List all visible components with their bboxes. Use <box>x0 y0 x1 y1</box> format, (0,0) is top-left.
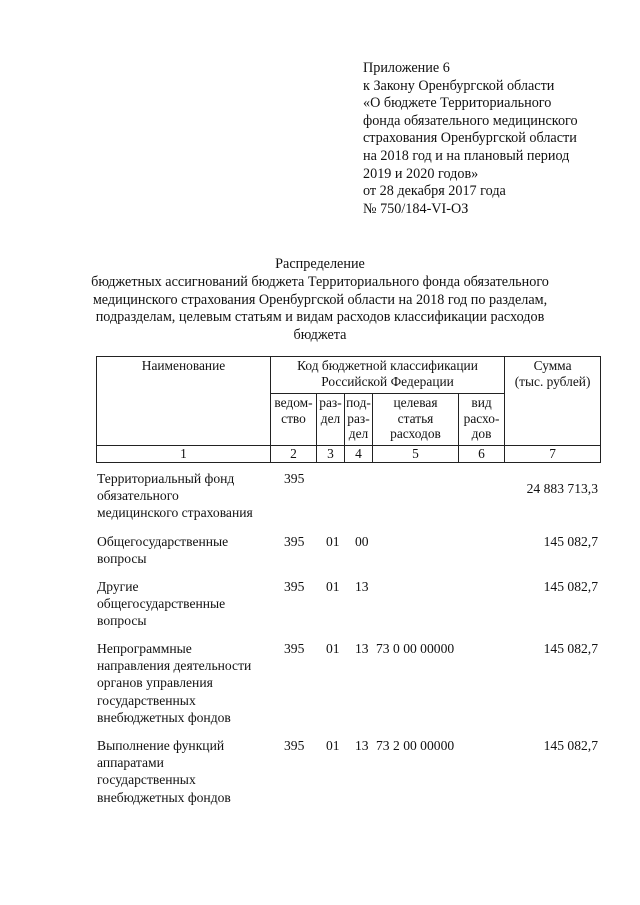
annex-line: «О бюджете Территориального <box>363 95 552 112</box>
row-podrazdel: 13 <box>355 579 369 594</box>
row-razdel: 01 <box>326 579 340 594</box>
annex-line: страхования Оренбургской области <box>363 130 577 147</box>
header-vedomstvo-line1: ведом- <box>274 395 313 410</box>
header-target-article-line3: расходов <box>390 426 441 442</box>
row-name-line: государственных <box>97 692 196 708</box>
header-expense-type-line2: расхо- <box>463 410 500 426</box>
row-vedomstvo: 395 <box>284 471 305 486</box>
annex-line: Приложение 6 <box>363 60 450 76</box>
row-name <box>97 640 267 726</box>
title-line: подразделам, целевым статьям и видам расходов классификации расходов <box>95 309 545 326</box>
row-razdel: 01 <box>326 534 340 549</box>
row-name-line: государственных <box>97 772 196 788</box>
header-target-article-line1: целевая <box>393 395 438 410</box>
row-sum: 24 883 713,3 <box>526 481 598 496</box>
row-name-line: внебюджетных фондов <box>97 709 231 725</box>
header-sum-line2: (тыс. рублей) <box>514 373 591 389</box>
row-name-line: Общегосударственные <box>97 534 229 549</box>
row-name-line: Выполнение функций <box>97 738 225 753</box>
row-vedomstvo: 395 <box>284 738 305 753</box>
header-expense-type-line1: вид <box>471 395 492 410</box>
annex-line: на 2018 год и на плановый период <box>363 147 570 164</box>
annex-line: к Закону Оренбургской области <box>363 77 555 94</box>
row-name-line: Территориальный фонд <box>97 471 235 486</box>
header-vedomstvo-line2: ство <box>281 410 306 426</box>
row-vedomstvo: 395 <box>284 641 305 656</box>
row-name-line: обязательного <box>97 488 179 504</box>
header-code-line1: Код бюджетной классификации <box>297 358 478 373</box>
row-sum: 145 082,7 <box>543 579 598 594</box>
row-target-article: 73 2 00 00000 <box>376 738 455 753</box>
header-podrazdel-line3: дел <box>348 426 369 442</box>
column-number: 1 <box>97 446 271 463</box>
row-name-line: вопросы <box>97 551 147 567</box>
row-sum: 145 082,7 <box>543 641 598 656</box>
column-number: 2 <box>271 446 317 463</box>
title-line: Распределение <box>275 256 365 272</box>
row-name-line: медицинского страхования <box>97 505 253 521</box>
annex-line: № 750/184-VI-ОЗ <box>363 200 469 217</box>
row-name <box>97 533 267 567</box>
row-name-line: вопросы <box>97 613 147 629</box>
row-podrazdel: 13 <box>355 641 369 656</box>
row-name <box>97 578 267 630</box>
header-name: Наименование <box>97 357 271 446</box>
row-name-line: внебюджетных фондов <box>97 789 231 805</box>
header-razdel-line2: дел <box>320 410 341 426</box>
header-code-line2: Российской Федерации <box>321 373 454 389</box>
row-sum: 145 082,7 <box>543 534 598 549</box>
title-line: бюджета <box>293 327 347 344</box>
row-name-line: Другие <box>97 579 139 594</box>
title-line: бюджетных ассигнований бюджета Территориального фонда обязательного <box>91 273 549 290</box>
row-name-line: направления деятельности <box>97 658 252 674</box>
row-name-line: Непрограммные <box>97 641 192 656</box>
column-number: 6 <box>459 446 505 463</box>
header-target-article-line2: статья <box>397 410 434 426</box>
header-razdel-line1: раз- <box>319 395 342 410</box>
column-number: 3 <box>317 446 345 463</box>
row-podrazdel: 00 <box>355 534 369 549</box>
row-target-article: 73 0 00 00000 <box>376 641 455 656</box>
row-podrazdel: 13 <box>355 738 369 753</box>
column-number: 7 <box>505 446 601 463</box>
header-podrazdel-line1: под- <box>346 395 371 410</box>
annex-line: от 28 декабря 2017 года <box>363 183 506 200</box>
row-vedomstvo: 395 <box>284 534 305 549</box>
header-expense-type-line3: дов <box>471 426 492 442</box>
annex-line: 2019 и 2020 годов» <box>363 165 479 182</box>
row-sum: 145 082,7 <box>543 738 598 753</box>
row-name <box>97 737 267 806</box>
row-vedomstvo: 395 <box>284 579 305 594</box>
column-number: 5 <box>373 446 459 463</box>
title-line: медицинского страхования Оренбургской области на 2018 год по разделам, <box>92 291 548 308</box>
row-razdel: 01 <box>326 641 340 656</box>
header-sum-line1: Сумма <box>533 358 572 373</box>
row-name-line: общегосударственные <box>97 596 226 612</box>
row-name-line: органов управления <box>97 675 213 691</box>
row-name-line: аппаратами <box>97 755 164 771</box>
row-razdel: 01 <box>326 738 340 753</box>
row-name <box>97 470 267 522</box>
column-number: 4 <box>345 446 373 463</box>
annex-line: фонда обязательного медицинского <box>363 112 578 129</box>
header-podrazdel-line2: раз- <box>347 410 370 426</box>
